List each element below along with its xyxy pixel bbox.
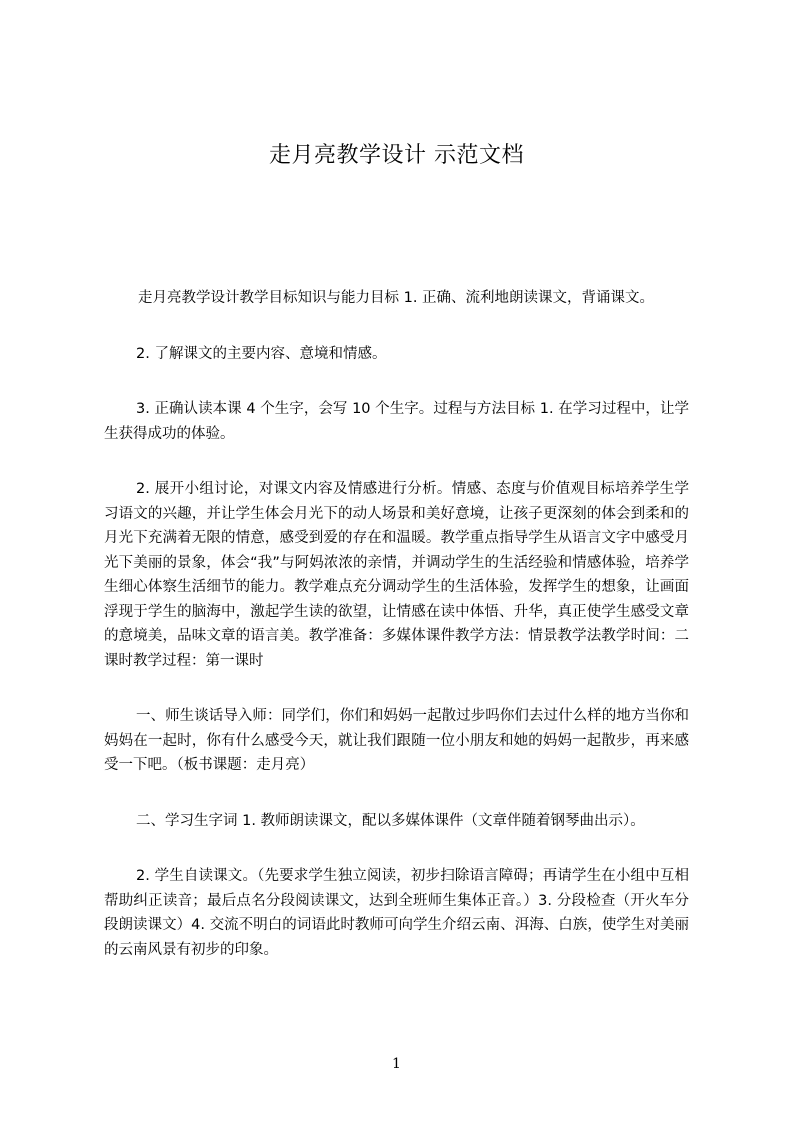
document-body: [104, 286, 689, 993]
paragraph-objective-2: 2. 了解课文的主要内容、意境和情感。: [136, 345, 387, 362]
paragraph-vocabulary: 二、学习生字词 1. 教师朗读课文，配以多媒体课件（文章伴随着钢琴曲出示）。: [136, 812, 645, 829]
paragraph-introduction: 一、师生谈话导入师：同学们，你们和妈妈一起散过步吗你们去过什么样的地方当你和妈妈在一起时，你有什么感受今天，就让我们跟随一位小朋友和她的妈妈一起散步，再来感受一下吧。（板书课题：走月亮）: [104, 708, 689, 773]
paragraph-discussion-and-key-points: 2. 展开小组讨论，对课文内容及情感进行分析。情感、态度与价值观目标培养学生学习语文的兴趣，并让学生体会月光下的动人场景和美好意境，让孩子更深刻的体会到柔和的月光下充满着无限的情意，感受到爱的存在和温暖。教学重点指导学生从语言文字中感受月光下美丽的景象，体会“我”与阿妈浓浓的亲情，并调动学生的生活经验和情感体验，培养学生细心体察生活细节的能力。教学难点充分调动学生的生活体验，发挥学生的想象，让画面浮现于学生的脑海中，激起学生读的欲望，让情感在读中体悟、升华，真正使学生感受文章的意境美，品味文章的语言美。教学准备：多媒体课件教学方法：情景教学法教学时间：二课时教学过程：第一课时: [104, 481, 689, 669]
paragraph-self-reading: 2. 学生自读课文。（先要求学生独立阅读，初步扫除语言障碍；再请学生在小组中互相帮助纠正读音；最后点名分段阅读课文，达到全班师生集体正音。）3. 分段检查（开火车分段朗读课文）4. 交流不明白的词语此时教师可向学生介绍云南、洱海、白族，使学生对美丽的云南风景有初步的印象。: [104, 868, 689, 958]
document-title: 走月亮教学设计 示范文档: [269, 143, 524, 168]
paragraph-teaching-objectives: 走月亮教学设计教学目标知识与能力目标 1. 正确、流利地朗读课文，背诵课文。: [138, 290, 655, 306]
paragraph-objective-3: 3. 正确认读本课 4 个生字，会写 10 个生字。过程与方法目标 1. 在学习过程中，让学生获得成功的体验。: [104, 401, 689, 442]
page-number: 1: [392, 1056, 401, 1072]
